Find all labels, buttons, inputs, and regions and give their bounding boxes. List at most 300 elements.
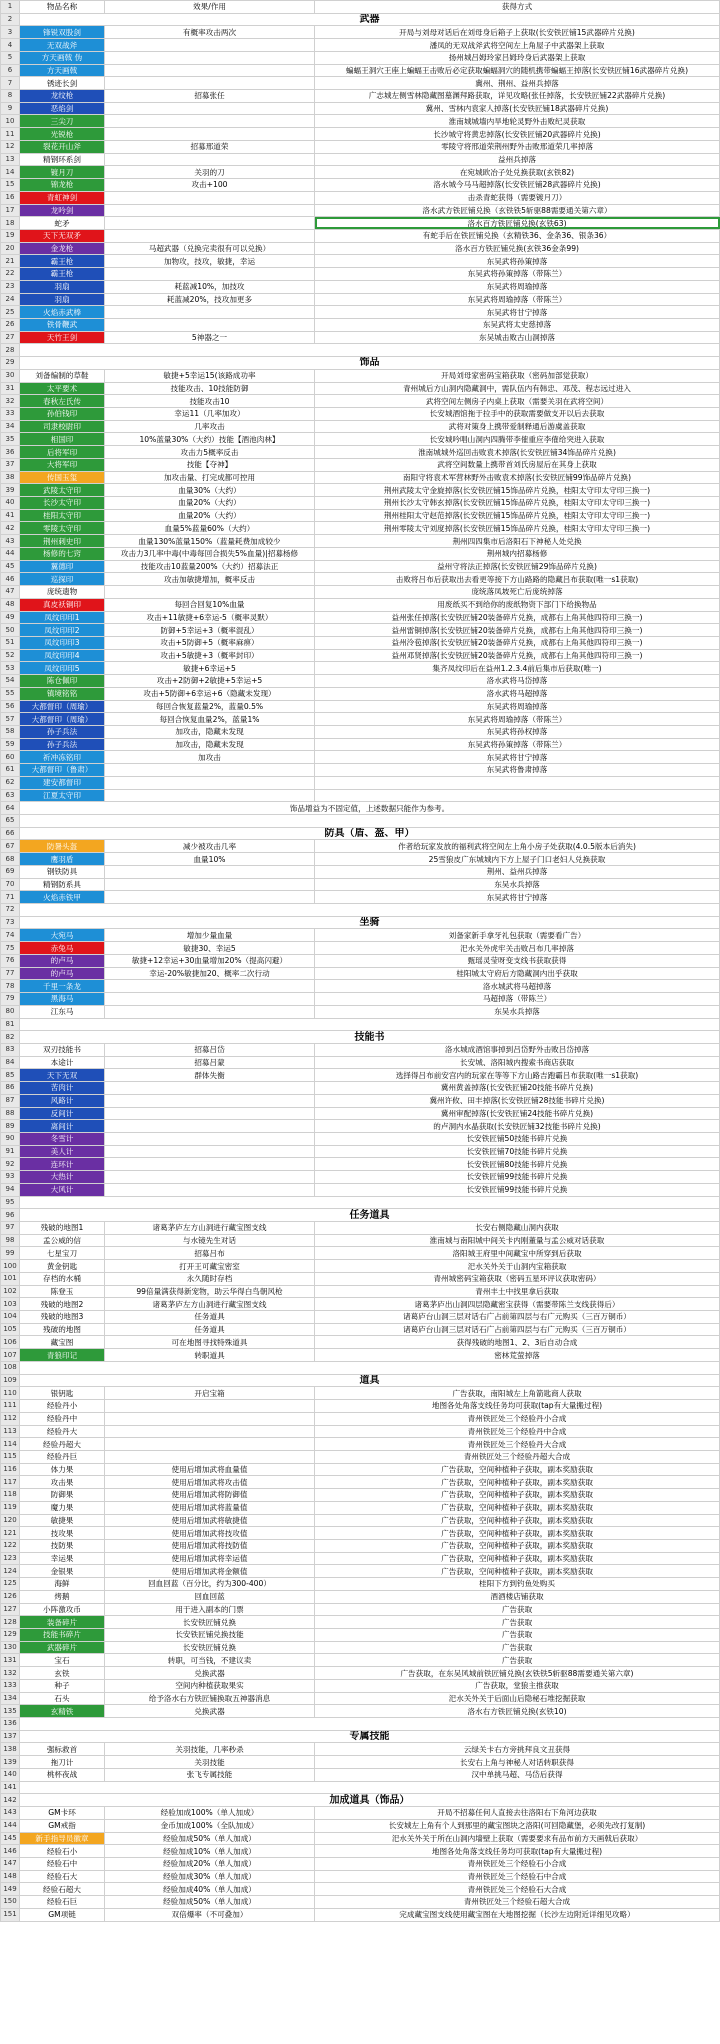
row-number[interactable]: 5 bbox=[1, 51, 20, 64]
item-effect-cell[interactable]: 每回合恢复血量2%，蓝量1% bbox=[105, 713, 315, 726]
row-number[interactable]: 18 bbox=[1, 217, 20, 230]
row-number[interactable]: 21 bbox=[1, 255, 20, 268]
item-name-cell[interactable]: 大风计 bbox=[20, 1183, 105, 1196]
item-name-cell[interactable]: 祈冲冻铭印 bbox=[20, 751, 105, 764]
item-name-cell[interactable]: 强标救首 bbox=[20, 1743, 105, 1756]
item-effect-cell[interactable]: 攻击力5概率反击 bbox=[105, 446, 315, 459]
item-name-cell[interactable]: 青狼印记 bbox=[20, 1349, 105, 1362]
item-effect-cell[interactable] bbox=[105, 1171, 315, 1184]
row-number[interactable]: 95 bbox=[1, 1196, 20, 1209]
item-effect-cell[interactable]: 张飞专属技能 bbox=[105, 1768, 315, 1781]
row-number[interactable]: 146 bbox=[1, 1845, 20, 1858]
row-number[interactable]: 20 bbox=[1, 242, 20, 255]
row-number[interactable]: 35 bbox=[1, 433, 20, 446]
row-number[interactable]: 74 bbox=[1, 929, 20, 942]
row-number[interactable]: 12 bbox=[1, 140, 20, 153]
row-number[interactable]: 1 bbox=[1, 1, 20, 14]
item-name-cell[interactable]: 装备碎片 bbox=[20, 1616, 105, 1629]
item-source-cell[interactable]: 益州泠苞掉落(长安铁匠铺20装备碎片兑换，成都右上角其他四符印三换一) bbox=[315, 636, 720, 649]
row-number[interactable]: 140 bbox=[1, 1768, 20, 1781]
row-number[interactable]: 23 bbox=[1, 280, 20, 293]
row-number[interactable]: 30 bbox=[1, 369, 20, 382]
item-source-cell[interactable]: 诸葛茅庐出山洞四层隐藏密宝获得（需要带陈兰支线获得后） bbox=[315, 1298, 720, 1311]
item-name-cell[interactable]: 种子 bbox=[20, 1679, 105, 1692]
row-number[interactable]: 104 bbox=[1, 1311, 20, 1324]
item-effect-cell[interactable]: 给予洛水右方铁匠铺换取五神器消息 bbox=[105, 1692, 315, 1705]
item-source-cell[interactable]: 青州铁匠处三个经验丹超大合成 bbox=[315, 1450, 720, 1463]
row-number[interactable]: 142 bbox=[1, 1794, 20, 1807]
item-effect-cell[interactable]: 血量130%蓝量150%（蓝量耗费加成较少 bbox=[105, 535, 315, 548]
row-number[interactable]: 128 bbox=[1, 1616, 20, 1629]
item-effect-cell[interactable]: 兑换武器 bbox=[105, 1705, 315, 1718]
item-name-cell[interactable]: 美人计 bbox=[20, 1145, 105, 1158]
row-number[interactable]: 71 bbox=[1, 891, 20, 904]
item-name-cell[interactable]: 海鲜 bbox=[20, 1578, 105, 1591]
item-source-cell[interactable]: 冀州黄盖掉落(长安铁匠铺20技能书碎片兑换) bbox=[315, 1082, 720, 1095]
item-source-cell[interactable]: 东吴武将鲁肃掉落 bbox=[315, 764, 720, 777]
item-effect-cell[interactable] bbox=[105, 1158, 315, 1171]
item-source-cell[interactable]: 有蛇手后在铁匠铺兑换（玄精铁36、金条36、银条36） bbox=[315, 229, 720, 242]
item-source-cell[interactable]: 益州雷铜掉落(长安铁匠铺20装备碎片兑换，成都右上角其他四符印三换一) bbox=[315, 624, 720, 637]
row-number[interactable]: 143 bbox=[1, 1807, 20, 1820]
item-effect-cell[interactable]: 经验加成40%（单人加成） bbox=[105, 1883, 315, 1896]
item-effect-cell[interactable] bbox=[105, 878, 315, 891]
row-number[interactable]: 46 bbox=[1, 573, 20, 586]
item-name-cell[interactable]: 火焰赤铁甲 bbox=[20, 891, 105, 904]
item-source-cell[interactable]: 用废纸买不到给你的废纸物资下部门下给换物品 bbox=[315, 598, 720, 611]
item-source-cell[interactable]: 广告获取，空间种植种子获取，副本奖励获取 bbox=[315, 1527, 720, 1540]
item-effect-cell[interactable]: 加物攻，技攻，敏捷，幸运 bbox=[105, 255, 315, 268]
item-source-cell[interactable]: 武将空间左侧房子内桌上获取（需要关羽在武将空间） bbox=[315, 395, 720, 408]
item-effect-cell[interactable]: 使用后增加武将金额值 bbox=[105, 1565, 315, 1578]
row-number[interactable]: 80 bbox=[1, 1005, 20, 1018]
blank-cell[interactable] bbox=[20, 1361, 720, 1374]
item-effect-cell[interactable]: 使用后增加武将血量值 bbox=[105, 1463, 315, 1476]
note-cell[interactable]: 饰品增益为不固定值，上述数据只能作为参考。 bbox=[20, 802, 720, 815]
item-source-cell[interactable]: 东吴武将孙策掉落（带陈兰） bbox=[315, 738, 720, 751]
row-number[interactable]: 24 bbox=[1, 293, 20, 306]
row-number[interactable]: 61 bbox=[1, 764, 20, 777]
item-name-cell[interactable]: 防暑头盔 bbox=[20, 840, 105, 853]
item-name-cell[interactable]: 司隶校尉印 bbox=[20, 420, 105, 433]
item-effect-cell[interactable] bbox=[105, 191, 315, 204]
row-number[interactable]: 51 bbox=[1, 636, 20, 649]
section-title[interactable]: 防具（盾、盔、甲） bbox=[20, 827, 720, 840]
item-source-cell[interactable]: 汜水关外关于山洞内宝箱获取 bbox=[315, 1260, 720, 1273]
item-name-cell[interactable]: 的卢马 bbox=[20, 954, 105, 967]
row-number[interactable]: 75 bbox=[1, 942, 20, 955]
item-effect-cell[interactable] bbox=[105, 865, 315, 878]
item-source-cell[interactable]: 东吴武将周瑜掉落（带陈兰） bbox=[315, 293, 720, 306]
item-effect-cell[interactable] bbox=[105, 102, 315, 115]
item-name-cell[interactable]: 残破的地图3 bbox=[20, 1311, 105, 1324]
item-effect-cell[interactable]: 开启宝箱 bbox=[105, 1387, 315, 1400]
item-name-cell[interactable]: 技能书碎片 bbox=[20, 1629, 105, 1642]
item-source-cell[interactable]: 洛水百方铁匠铺兑换(玄铁36金条99) bbox=[315, 242, 720, 255]
item-source-cell[interactable]: 益州张任掉落(长安铁匠铺20装备碎片兑换，成都右上角其他四符印三换一) bbox=[315, 611, 720, 624]
item-name-cell[interactable]: 黄金钥匙 bbox=[20, 1260, 105, 1273]
item-source-cell[interactable]: 开局与刘母对话后在刘母身后箱子上获取(长安铁匠铺15武器碎片兑换) bbox=[315, 26, 720, 39]
item-effect-cell[interactable]: 招募张任 bbox=[105, 90, 315, 103]
item-name-cell[interactable]: 经验石巨 bbox=[20, 1896, 105, 1909]
item-name-cell[interactable]: 经验石中 bbox=[20, 1857, 105, 1870]
item-source-cell[interactable]: 青州丰土中找里拿后获取 bbox=[315, 1285, 720, 1298]
row-number[interactable]: 90 bbox=[1, 1132, 20, 1145]
blank-cell[interactable] bbox=[20, 1018, 720, 1031]
item-effect-cell[interactable]: 招募吕岱 bbox=[105, 1043, 315, 1056]
item-source-cell[interactable]: 长安右侧隐藏山洞内获取 bbox=[315, 1222, 720, 1235]
row-number[interactable]: 141 bbox=[1, 1781, 20, 1794]
item-source-cell[interactable]: 汜水关外关于后面山后隐秘石堆挖掘获取 bbox=[315, 1692, 720, 1705]
item-effect-cell[interactable]: 血量10% bbox=[105, 853, 315, 866]
item-name-cell[interactable]: 千里一条龙 bbox=[20, 980, 105, 993]
item-name-cell[interactable]: 新手指导员徽章 bbox=[20, 1832, 105, 1845]
item-effect-cell[interactable]: 双倍爆率（不可叠加） bbox=[105, 1908, 315, 1921]
item-name-cell[interactable]: 鹰羽盾 bbox=[20, 853, 105, 866]
item-effect-cell[interactable]: 技能【夺神】 bbox=[105, 458, 315, 471]
item-name-cell[interactable]: 拖刀计 bbox=[20, 1756, 105, 1769]
item-effect-cell[interactable]: 技能攻击10蓝量200%（大约）招募法正 bbox=[105, 560, 315, 573]
row-number[interactable]: 54 bbox=[1, 675, 20, 688]
item-name-cell[interactable]: 经验丹巨 bbox=[20, 1450, 105, 1463]
item-effect-cell[interactable]: 空间内种植获取果实 bbox=[105, 1679, 315, 1692]
row-number[interactable]: 26 bbox=[1, 318, 20, 331]
item-source-cell[interactable]: 长安铁匠铺70技能书碎片兑换 bbox=[315, 1145, 720, 1158]
item-name-cell[interactable]: 庞统遗物 bbox=[20, 586, 105, 599]
row-number[interactable]: 49 bbox=[1, 611, 20, 624]
row-number[interactable]: 94 bbox=[1, 1183, 20, 1196]
row-number[interactable]: 50 bbox=[1, 624, 20, 637]
item-effect-cell[interactable] bbox=[105, 1412, 315, 1425]
item-effect-cell[interactable] bbox=[105, 764, 315, 777]
item-name-cell[interactable]: 锋锐双股剑 bbox=[20, 26, 105, 39]
item-name-cell[interactable]: 翼德印 bbox=[20, 560, 105, 573]
item-effect-cell[interactable]: 10%蓝量30%（大约）技能【酒池肉林】 bbox=[105, 433, 315, 446]
item-name-cell[interactable]: 大热计 bbox=[20, 1171, 105, 1184]
row-number[interactable]: 137 bbox=[1, 1730, 20, 1743]
item-source-cell[interactable]: 马超掉落（带陈兰） bbox=[315, 993, 720, 1006]
item-effect-cell[interactable]: 5神器之一 bbox=[105, 331, 315, 344]
item-name-cell[interactable]: 孟公威的信 bbox=[20, 1234, 105, 1247]
item-source-cell[interactable]: 荆州、益州兵掉落 bbox=[315, 865, 720, 878]
row-number[interactable]: 60 bbox=[1, 751, 20, 764]
item-name-cell[interactable]: 杨修的七窍 bbox=[20, 547, 105, 560]
item-effect-cell[interactable] bbox=[105, 39, 315, 52]
item-name-cell[interactable]: 孙子兵法 bbox=[20, 725, 105, 738]
item-source-cell[interactable]: 广告获取，空间种植种子获取，副本奖励获取 bbox=[315, 1552, 720, 1565]
item-source-cell[interactable]: 甄瑶灵莹呀变支线书获取获得 bbox=[315, 954, 720, 967]
item-effect-cell[interactable]: 99倍量满获得新宠物，助云华得白鸟朝风枪 bbox=[105, 1285, 315, 1298]
item-source-cell[interactable]: 广告获取，在东吴风城前铁匠铺兑换(玄铁铁5斩驱88需要通关第六章) bbox=[315, 1667, 720, 1680]
item-name-cell[interactable]: 残破的地图1 bbox=[20, 1222, 105, 1235]
item-effect-cell[interactable]: 永久随时存档 bbox=[105, 1272, 315, 1285]
section-title[interactable]: 任务道具 bbox=[20, 1209, 720, 1222]
item-effect-cell[interactable]: 每回合恢复蓝量2%，蓝量0.5% bbox=[105, 700, 315, 713]
item-effect-cell[interactable]: 马超武器（兑换完卖很有可以兑换） bbox=[105, 242, 315, 255]
item-source-cell[interactable]: 青州铁匠处三个经验丹大合成 bbox=[315, 1438, 720, 1451]
item-effect-cell[interactable] bbox=[105, 229, 315, 242]
row-number[interactable]: 63 bbox=[1, 789, 20, 802]
item-name-cell[interactable]: 羽扇 bbox=[20, 280, 105, 293]
item-effect-cell[interactable] bbox=[105, 77, 315, 90]
item-effect-cell[interactable] bbox=[105, 128, 315, 141]
row-number[interactable]: 105 bbox=[1, 1323, 20, 1336]
item-name-cell[interactable]: 凤纹印印5 bbox=[20, 662, 105, 675]
item-name-cell[interactable]: 赤兔马 bbox=[20, 942, 105, 955]
item-effect-cell[interactable]: 经验加成10%（单人加成） bbox=[105, 1845, 315, 1858]
row-number[interactable]: 92 bbox=[1, 1158, 20, 1171]
item-name-cell[interactable]: 建安都督印 bbox=[20, 776, 105, 789]
item-source-cell[interactable]: 东吴武将周瑜掉落 bbox=[315, 280, 720, 293]
item-effect-cell[interactable] bbox=[105, 891, 315, 904]
item-name-cell[interactable]: 龙纹枪 bbox=[20, 90, 105, 103]
item-source-cell[interactable]: 密林荒萤掉落 bbox=[315, 1349, 720, 1362]
item-effect-cell[interactable]: 血量20%（大约） bbox=[105, 497, 315, 510]
item-effect-cell[interactable]: 防御+5幸运+3（概率混乱） bbox=[105, 624, 315, 637]
row-number[interactable]: 14 bbox=[1, 166, 20, 179]
item-source-cell[interactable]: 集齐凤纹印后在益州1.2.3.4前后集市后获取(唯一) bbox=[315, 662, 720, 675]
item-source-cell[interactable]: 洛水武将马岱掉落 bbox=[315, 675, 720, 688]
item-source-cell[interactable]: 东吴武将甘宁掉落 bbox=[315, 306, 720, 319]
item-effect-cell[interactable]: 攻击+2防御+2敏捷+5幸运+5 bbox=[105, 675, 315, 688]
item-source-cell[interactable]: 获得残破的地图1、2、3后自动合成 bbox=[315, 1336, 720, 1349]
item-name-cell[interactable]: 巡探印 bbox=[20, 573, 105, 586]
item-effect-cell[interactable]: 任务道具 bbox=[105, 1323, 315, 1336]
item-name-cell[interactable]: 长沙太守印 bbox=[20, 497, 105, 510]
item-effect-cell[interactable]: 转职道具 bbox=[105, 1349, 315, 1362]
item-name-cell[interactable]: 小阵激攻币 bbox=[20, 1603, 105, 1616]
item-effect-cell[interactable]: 血量5%蓝量60%（大约） bbox=[105, 522, 315, 535]
item-source-cell[interactable]: 汜水关外关于所在山洞内墙壁上获取（需要要求有品布前方天画戟后获取） bbox=[315, 1832, 720, 1845]
item-effect-cell[interactable] bbox=[105, 1120, 315, 1133]
item-name-cell[interactable]: 霸王枪 bbox=[20, 268, 105, 281]
item-effect-cell[interactable] bbox=[105, 1094, 315, 1107]
item-name-cell[interactable]: 镀月刀 bbox=[20, 166, 105, 179]
row-number[interactable]: 121 bbox=[1, 1527, 20, 1540]
item-name-cell[interactable]: 藏宝图 bbox=[20, 1336, 105, 1349]
item-effect-cell[interactable] bbox=[105, 1145, 315, 1158]
item-source-cell[interactable]: 东吴武将周瑜掉落 bbox=[315, 700, 720, 713]
row-number[interactable]: 117 bbox=[1, 1476, 20, 1489]
item-name-cell[interactable]: 江夏太守印 bbox=[20, 789, 105, 802]
item-effect-cell[interactable]: 血量20%（大约） bbox=[105, 509, 315, 522]
item-source-cell[interactable]: 汉中单挑马超、马岱后获得 bbox=[315, 1768, 720, 1781]
item-source-cell[interactable]: 武将空间数量上携带首刘氏房屋后在其身上获取 bbox=[315, 458, 720, 471]
item-name-cell[interactable]: 大都督印（周瑜） bbox=[20, 700, 105, 713]
item-effect-cell[interactable]: 使用后增加武将防御值 bbox=[105, 1489, 315, 1502]
row-number[interactable]: 131 bbox=[1, 1654, 20, 1667]
item-source-cell[interactable]: 长安右上角与神秘人对话转职获得 bbox=[315, 1756, 720, 1769]
item-source-cell[interactable]: 东吴水兵掉落 bbox=[315, 878, 720, 891]
row-number[interactable]: 119 bbox=[1, 1501, 20, 1514]
item-source-cell[interactable] bbox=[315, 789, 720, 802]
row-number[interactable]: 132 bbox=[1, 1667, 20, 1680]
item-effect-cell[interactable]: 敏捷+5幸运15(该路成功率 bbox=[105, 369, 315, 382]
item-name-cell[interactable]: 经验丹大 bbox=[20, 1425, 105, 1438]
row-number[interactable]: 116 bbox=[1, 1463, 20, 1476]
item-source-cell[interactable]: 广告获取，堂狼主推获取 bbox=[315, 1679, 720, 1692]
item-name-cell[interactable]: 技防果 bbox=[20, 1539, 105, 1552]
item-effect-cell[interactable]: 使用后增加武将敏捷值 bbox=[105, 1514, 315, 1527]
item-name-cell[interactable]: 玄精铁 bbox=[20, 1705, 105, 1718]
item-source-cell[interactable]: 云绿关卡右方旁挑拜良文丑获得 bbox=[315, 1743, 720, 1756]
item-source-cell[interactable]: 东吴城击败古山洞掉落 bbox=[315, 331, 720, 344]
item-source-cell[interactable]: 冀州审配掉落(长安铁匠铺24技能书碎片兑换) bbox=[315, 1107, 720, 1120]
row-number[interactable]: 6 bbox=[1, 64, 20, 77]
row-number[interactable]: 73 bbox=[1, 916, 20, 929]
item-effect-cell[interactable]: 用于进入副本的门票 bbox=[105, 1603, 315, 1616]
item-source-cell[interactable]: 益州兵掉落 bbox=[315, 153, 720, 166]
item-effect-cell[interactable]: 诸葛茅庐左方山洞进行藏宝图支线 bbox=[105, 1298, 315, 1311]
item-name-cell[interactable]: 桂阳太守印 bbox=[20, 509, 105, 522]
item-source-cell[interactable]: 刘备家新手拿牙礼包获取（需要看广告） bbox=[315, 929, 720, 942]
item-effect-cell[interactable]: 血量30%（大约） bbox=[105, 484, 315, 497]
item-effect-cell[interactable]: 关羽的刀 bbox=[105, 166, 315, 179]
item-effect-cell[interactable] bbox=[105, 1425, 315, 1438]
row-number[interactable]: 10 bbox=[1, 115, 20, 128]
section-title[interactable]: 加成道具（饰品） bbox=[20, 1794, 720, 1807]
item-name-cell[interactable]: 精钢环系剑 bbox=[20, 153, 105, 166]
item-name-cell[interactable]: 传国玉玺 bbox=[20, 471, 105, 484]
item-effect-cell[interactable]: 关羽技能 bbox=[105, 1756, 315, 1769]
row-number[interactable]: 45 bbox=[1, 560, 20, 573]
item-source-cell[interactable]: 广告获取 bbox=[315, 1654, 720, 1667]
row-number[interactable]: 7 bbox=[1, 77, 20, 90]
item-source-cell[interactable]: 广告获取，空间种植种子获取，副本奖励获取 bbox=[315, 1476, 720, 1489]
item-name-cell[interactable]: 羽扇 bbox=[20, 293, 105, 306]
item-name-cell[interactable]: GM项链 bbox=[20, 1908, 105, 1921]
item-name-cell[interactable]: 太平要术 bbox=[20, 382, 105, 395]
item-source-cell[interactable]: 东吴武将孙策掉落 bbox=[315, 255, 720, 268]
item-source-cell[interactable]: 广告获取，空间种植种子获取，副本奖励获取 bbox=[315, 1489, 720, 1502]
item-name-cell[interactable]: 石头 bbox=[20, 1692, 105, 1705]
item-effect-cell[interactable]: 长安铁匠铺兑换 bbox=[105, 1641, 315, 1654]
item-source-cell[interactable]: 荆州零陵太守刘度掉落(长安铁匠铺15饰品碎片兑换，桂阳太守印太守印三换一) bbox=[315, 522, 720, 535]
row-number[interactable]: 4 bbox=[1, 39, 20, 52]
item-effect-cell[interactable] bbox=[105, 318, 315, 331]
item-name-cell[interactable]: 三尖刀 bbox=[20, 115, 105, 128]
row-number[interactable]: 68 bbox=[1, 853, 20, 866]
item-name-cell[interactable]: 的卢马 bbox=[20, 967, 105, 980]
row-number[interactable]: 102 bbox=[1, 1285, 20, 1298]
item-source-cell[interactable]: 酒酒楼店铺获取 bbox=[315, 1590, 720, 1603]
item-source-cell[interactable]: 击杀青蛇获得（需要镀月刀） bbox=[315, 191, 720, 204]
item-source-cell[interactable]: 广告获取，空间种植种子获取，副本奖励获取 bbox=[315, 1501, 720, 1514]
row-number[interactable]: 40 bbox=[1, 497, 20, 510]
item-source-cell[interactable]: 东吴武将甘宁掉落 bbox=[315, 891, 720, 904]
item-name-cell[interactable]: 大都督印（鲁肃） bbox=[20, 764, 105, 777]
item-effect-cell[interactable] bbox=[105, 204, 315, 217]
item-source-cell[interactable]: 荆州桂阳太守赵范掉落(长安铁匠铺15饰品碎片兑换，桂阳太守印太守印三换一) bbox=[315, 509, 720, 522]
row-number[interactable]: 108 bbox=[1, 1361, 20, 1374]
item-name-cell[interactable]: 精钢防系具 bbox=[20, 878, 105, 891]
row-number[interactable]: 86 bbox=[1, 1082, 20, 1095]
row-number[interactable]: 32 bbox=[1, 395, 20, 408]
row-number[interactable]: 113 bbox=[1, 1425, 20, 1438]
row-number[interactable]: 79 bbox=[1, 993, 20, 1006]
item-name-cell[interactable]: 陈登玉 bbox=[20, 1285, 105, 1298]
row-number[interactable]: 148 bbox=[1, 1870, 20, 1883]
row-number[interactable]: 135 bbox=[1, 1705, 20, 1718]
item-source-cell[interactable]: 广告获取 bbox=[315, 1641, 720, 1654]
row-number[interactable]: 118 bbox=[1, 1489, 20, 1502]
row-number[interactable]: 103 bbox=[1, 1298, 20, 1311]
item-source-cell[interactable]: 零陵守将邢道荣荆州野外击败邢道荣几率掉落 bbox=[315, 140, 720, 153]
blank-cell[interactable] bbox=[20, 1718, 720, 1731]
row-number[interactable]: 38 bbox=[1, 471, 20, 484]
row-number[interactable]: 107 bbox=[1, 1349, 20, 1362]
item-name-cell[interactable]: 武陵太守印 bbox=[20, 484, 105, 497]
row-number[interactable]: 11 bbox=[1, 128, 20, 141]
item-name-cell[interactable]: 凤纹印印2 bbox=[20, 624, 105, 637]
item-effect-cell[interactable]: 使用后增加武将技攻值 bbox=[105, 1527, 315, 1540]
row-number[interactable]: 81 bbox=[1, 1018, 20, 1031]
row-number[interactable]: 57 bbox=[1, 713, 20, 726]
row-number[interactable]: 42 bbox=[1, 522, 20, 535]
item-effect-cell[interactable]: 招募吕蒙 bbox=[105, 1056, 315, 1069]
blank-cell[interactable] bbox=[20, 344, 720, 357]
item-effect-cell[interactable]: 敏捷30、幸运5 bbox=[105, 942, 315, 955]
item-effect-cell[interactable]: 敏捷+6幸运+5 bbox=[105, 662, 315, 675]
row-number[interactable]: 28 bbox=[1, 344, 20, 357]
item-effect-cell[interactable] bbox=[105, 51, 315, 64]
item-effect-cell[interactable]: 回血回蓝（百分比，约为300-400） bbox=[105, 1578, 315, 1591]
item-source-cell[interactable]: 东吴武将孙策掉落（带陈兰） bbox=[315, 268, 720, 281]
item-source-cell[interactable]: 益州守将法正掉落(长安铁匠铺29饰品碎片兑换) bbox=[315, 560, 720, 573]
item-name-cell[interactable]: 攻击果 bbox=[20, 1476, 105, 1489]
row-number[interactable]: 139 bbox=[1, 1756, 20, 1769]
row-number[interactable]: 27 bbox=[1, 331, 20, 344]
item-name-cell[interactable]: 宝石 bbox=[20, 1654, 105, 1667]
section-title[interactable]: 武器 bbox=[20, 13, 720, 26]
row-number[interactable]: 64 bbox=[1, 802, 20, 815]
item-source-cell[interactable]: 广告获取，空间种植种子获取，副本奖励获取 bbox=[315, 1539, 720, 1552]
item-effect-cell[interactable] bbox=[105, 306, 315, 319]
item-name-cell[interactable]: 大将军印 bbox=[20, 458, 105, 471]
row-number[interactable]: 127 bbox=[1, 1603, 20, 1616]
item-effect-cell[interactable] bbox=[105, 1183, 315, 1196]
item-source-cell[interactable]: 荆州武陵太守金旋掉落(长安铁匠铺15饰品碎片兑换，桂阳太守印太守印三换一) bbox=[315, 484, 720, 497]
item-effect-cell[interactable]: 经验加成50%（单人加成） bbox=[105, 1832, 315, 1845]
item-source-cell[interactable]: 东吴武将孙权掉落 bbox=[315, 725, 720, 738]
row-number[interactable]: 56 bbox=[1, 700, 20, 713]
item-name-cell[interactable]: 存档的水桶 bbox=[20, 1272, 105, 1285]
item-effect-cell[interactable] bbox=[105, 1400, 315, 1413]
row-number[interactable]: 87 bbox=[1, 1094, 20, 1107]
item-source-cell[interactable]: 开局不招募任何人直接去往洛阳右下角河边获取 bbox=[315, 1807, 720, 1820]
item-name-cell[interactable]: 陈仓佩印 bbox=[20, 675, 105, 688]
row-number[interactable]: 123 bbox=[1, 1552, 20, 1565]
row-number[interactable]: 67 bbox=[1, 840, 20, 853]
item-name-cell[interactable]: 春秋左氏传 bbox=[20, 395, 105, 408]
item-source-cell[interactable]: 青州铁匠处三个经验丹小合成 bbox=[315, 1412, 720, 1425]
item-name-cell[interactable]: 经验丹超大 bbox=[20, 1438, 105, 1451]
row-number[interactable]: 43 bbox=[1, 535, 20, 548]
item-name-cell[interactable]: 本途计 bbox=[20, 1056, 105, 1069]
item-effect-cell[interactable]: 与水镜先生对话 bbox=[105, 1234, 315, 1247]
row-number[interactable]: 48 bbox=[1, 598, 20, 611]
item-effect-cell[interactable] bbox=[105, 1107, 315, 1120]
item-effect-cell[interactable] bbox=[105, 64, 315, 77]
item-source-cell[interactable]: 荆州长沙太守韩玄掉落(长安铁匠铺15饰品碎片兑换，桂阳太守印太守印三换一) bbox=[315, 497, 720, 510]
item-source-cell[interactable]: 广告获取 bbox=[315, 1629, 720, 1642]
item-effect-cell[interactable]: 攻击+5防御+6幸运+6（隐藏未发现） bbox=[105, 687, 315, 700]
row-number[interactable]: 147 bbox=[1, 1857, 20, 1870]
item-name-cell[interactable]: 裂花开山斧 bbox=[20, 140, 105, 153]
item-name-cell[interactable]: 幸运果 bbox=[20, 1552, 105, 1565]
item-effect-cell[interactable] bbox=[105, 153, 315, 166]
item-source-cell[interactable]: 长安铁匠铺99技能书碎片兑换 bbox=[315, 1183, 720, 1196]
